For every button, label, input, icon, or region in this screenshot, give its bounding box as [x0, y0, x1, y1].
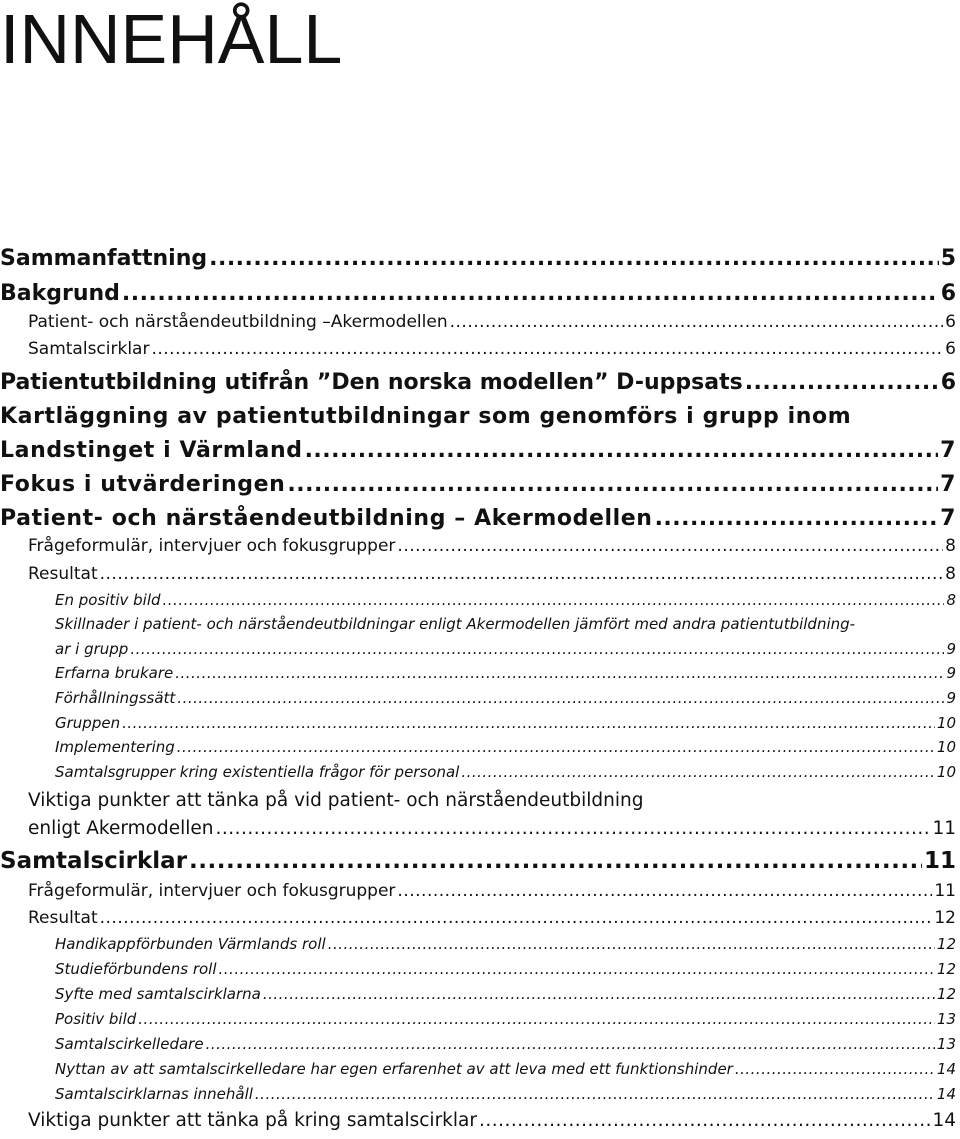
toc-entry[interactable] — [0, 763, 956, 781]
toc-entry[interactable] — [0, 664, 956, 682]
toc-entry-text: Förhållningssätt — [55, 689, 176, 707]
toc-leader — [328, 935, 935, 953]
toc-leader — [397, 536, 943, 556]
toc-entry-text: Studieförbundens roll — [55, 960, 217, 978]
toc-leader — [177, 738, 935, 756]
toc-entry[interactable] — [0, 472, 956, 497]
toc-entry-text: Viktiga punkter att tänka på kring samtalscirklar — [28, 1110, 477, 1131]
toc-entry[interactable] — [0, 738, 956, 756]
toc-entry[interactable] — [0, 1035, 956, 1053]
toc-entry[interactable] — [0, 591, 956, 609]
toc-page-number: 12 — [934, 908, 956, 928]
toc-entry[interactable] — [0, 536, 956, 556]
toc-entry-text: Resultat — [28, 564, 98, 584]
toc-entry-text: Patient- och närståendeutbildning –Akermodellen — [28, 312, 448, 332]
toc-entry[interactable] — [0, 935, 956, 953]
toc-entry[interactable] — [0, 985, 956, 1003]
toc-page-number: 14 — [936, 1060, 956, 1078]
toc-page-number: 9 — [946, 664, 956, 682]
toc-page-number: 11 — [934, 881, 956, 901]
toc-entry[interactable] — [0, 281, 956, 306]
toc-leader — [287, 472, 938, 497]
toc-entry-text: Landstinget i Värmland — [0, 438, 303, 463]
toc-page-number: 11 — [923, 848, 956, 874]
toc-leader — [219, 960, 935, 978]
toc-page-number: 6 — [945, 312, 956, 332]
toc-leader — [130, 640, 944, 658]
toc-entry-text: Bakgrund — [0, 281, 120, 306]
toc-page-number: 7 — [940, 472, 956, 497]
toc-page-number: 10 — [936, 763, 956, 781]
toc-page-number: 8 — [945, 564, 956, 584]
toc-leader — [735, 1060, 935, 1078]
toc-page-number: 10 — [936, 714, 956, 732]
toc-entry[interactable] — [0, 506, 956, 531]
toc-entry[interactable] — [0, 714, 956, 732]
toc-leader — [138, 1010, 935, 1028]
toc-entry-text: Samtalsgrupper kring existentiella frågor för personal — [55, 763, 460, 781]
toc-entry-text: Sammanfattning — [0, 246, 208, 271]
toc-entry-text: Frågeformulär, intervjuer och fokusgrupper — [28, 536, 396, 556]
toc-entry-text: Positiv bild — [55, 1010, 137, 1028]
toc-entry-text: Fokus i utvärderingen — [0, 472, 286, 497]
toc-entry[interactable] — [0, 848, 956, 874]
toc-leader — [151, 339, 943, 359]
toc-entry-text: Implementering — [55, 738, 175, 756]
toc-entry[interactable] — [0, 1110, 956, 1131]
toc-leader — [655, 506, 939, 531]
toc-entry-text[interactable]: Kartläggning av patientutbildningar som genomförs i grupp inom — [0, 404, 852, 429]
toc-leader — [189, 848, 922, 874]
toc-leader — [305, 438, 939, 463]
toc-leader — [122, 281, 939, 306]
toc-leader — [263, 985, 935, 1003]
toc-entry-text: Erfarna brukare — [55, 664, 174, 682]
toc-page-number: 14 — [932, 1110, 956, 1131]
toc-entry[interactable] — [0, 564, 956, 584]
toc-page-number: 12 — [936, 960, 956, 978]
toc-entry-text[interactable]: Skillnader i patient- och närståendeutbildningar enligt Akermodellen jämfört med andra patientutbildning- — [55, 615, 856, 633]
toc-entry[interactable] — [0, 881, 956, 901]
toc-entry-text: Gruppen — [55, 714, 121, 732]
toc-leader — [209, 246, 939, 271]
toc-page-number: 6 — [940, 370, 956, 395]
toc-entry-text: Patient- och närståendeutbildning – Akermodellen — [0, 506, 653, 531]
toc-page-number: 13 — [936, 1035, 956, 1053]
toc-leader — [175, 664, 944, 682]
toc-entry-text: Patientutbildning utifrån ”Den norska modellen” D-uppsats — [0, 370, 743, 395]
toc-page-number: 6 — [940, 281, 956, 306]
page-title: INNEHÅLL — [0, 0, 343, 78]
toc-leader — [163, 591, 945, 609]
toc-entry[interactable] — [0, 1060, 956, 1078]
toc-entry-text: Frågeformulär, intervjuer och fokusgrupper — [28, 881, 396, 901]
toc-entry-text: Samtalscirklar — [28, 339, 150, 359]
toc-entry[interactable] — [0, 960, 956, 978]
toc-leader — [461, 763, 935, 781]
toc-page-number: 5 — [940, 246, 956, 271]
toc-page-number: 6 — [945, 339, 956, 359]
toc-page-number: 10 — [936, 738, 956, 756]
toc-leader — [397, 881, 932, 901]
toc-page-number: 13 — [936, 1010, 956, 1028]
toc-page-number: 9 — [946, 640, 956, 658]
toc-page-number: 8 — [946, 591, 956, 609]
toc-leader — [216, 818, 931, 839]
toc-entry[interactable] — [0, 908, 956, 928]
toc-page-number: 9 — [946, 689, 956, 707]
toc-entry-text: Samtalscirklarnas innehåll — [55, 1085, 253, 1103]
toc-page-number: 12 — [936, 985, 956, 1003]
toc-page-number: 8 — [945, 536, 956, 556]
toc-entry-text: Handikappförbunden Värmlands roll — [55, 935, 326, 953]
toc-leader — [100, 908, 933, 928]
toc-entry[interactable] — [0, 689, 956, 707]
toc-page-number: 12 — [936, 935, 956, 953]
toc-entry-text: Samtalscirklar — [0, 848, 188, 874]
toc-entry[interactable] — [0, 339, 956, 359]
toc-page-number: 11 — [932, 818, 956, 839]
toc-entry[interactable] — [0, 370, 956, 395]
toc-leader — [255, 1085, 935, 1103]
toc-leader — [100, 564, 944, 584]
toc-entry[interactable] — [0, 438, 956, 463]
toc-entry[interactable] — [0, 640, 956, 658]
toc-page-number: 7 — [940, 506, 956, 531]
toc-entry-text: En positiv bild — [55, 591, 161, 609]
toc-entry-text: ar i grupp — [55, 640, 129, 658]
toc-leader — [122, 714, 935, 732]
toc-entry-text: Nyttan av att samtalscirkelledare har egen erfarenhet av att leva med ett funktionshinder — [55, 1060, 733, 1078]
toc-entry-text[interactable]: Viktiga punkter att tänka på vid patient- och närståendeutbildning — [28, 790, 644, 811]
toc-entry[interactable] — [0, 818, 956, 839]
toc-leader — [450, 312, 944, 332]
toc-page-number: 14 — [936, 1085, 956, 1103]
toc-entry-text: enligt Akermodellen — [28, 818, 214, 839]
toc-leader — [177, 689, 944, 707]
toc-entry[interactable] — [0, 1010, 956, 1028]
toc-leader — [206, 1035, 935, 1053]
toc-entry[interactable] — [0, 1085, 956, 1103]
toc-leader — [745, 370, 939, 395]
toc-entry-text: Syfte med samtalscirklarna — [55, 985, 261, 1003]
toc-entry[interactable] — [0, 312, 956, 332]
toc-entry[interactable] — [0, 246, 956, 271]
toc-entry-text: Samtalscirkelledare — [55, 1035, 204, 1053]
toc-leader — [479, 1110, 930, 1131]
toc-page-number: 7 — [940, 438, 956, 463]
toc-entry-text: Resultat — [28, 908, 98, 928]
